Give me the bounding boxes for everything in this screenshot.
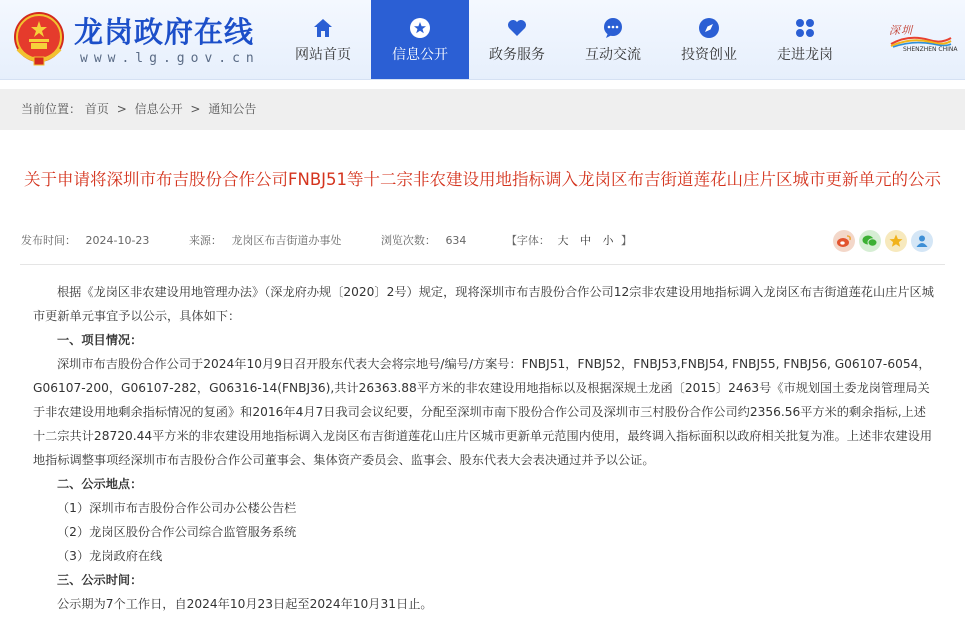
account-share-button[interactable] — [911, 230, 933, 252]
breadcrumb — [0, 89, 965, 130]
favorite-icon — [888, 233, 904, 249]
nav-about-longgang[interactable] — [757, 0, 853, 80]
favorite-button[interactable] — [885, 230, 907, 252]
breadcrumb-info-disclosure[interactable]: 信息公开 — [134, 102, 183, 116]
weibo-share-button[interactable] — [833, 230, 855, 252]
star-icon — [409, 17, 431, 39]
views-label: 浏览次数： — [380, 234, 436, 247]
heart-icon — [506, 17, 528, 39]
nav-investment[interactable] — [661, 0, 757, 80]
font-small-button[interactable]: 小 — [602, 234, 614, 247]
national-emblem-icon — [10, 9, 68, 69]
site-name[interactable]: 龙岗政府在线 — [74, 15, 255, 49]
publish-date-label: 发布时间： — [21, 234, 76, 247]
nav-home[interactable] — [275, 0, 371, 80]
nav-home-label: 网站首页 — [295, 47, 351, 63]
location-item: （2）龙岗区股份合作公司综合监管服务系统 — [57, 525, 297, 539]
shenzhen-logo-text: 深圳 — [889, 24, 913, 37]
source: 龙岗区布吉街道办事处 — [231, 234, 342, 247]
breadcrumb-prefix: 当前位置： — [21, 102, 82, 116]
section-heading-location: 二、公示地点： — [57, 477, 143, 491]
section-heading-period: 三、公示时间： — [57, 573, 143, 587]
font-size-close: 】 — [620, 234, 632, 247]
font-size-label: 【字体： — [505, 234, 550, 247]
grid-icon — [794, 17, 816, 39]
breadcrumb-notices[interactable]: 通知公告 — [208, 102, 257, 116]
account-icon — [914, 233, 930, 249]
nav-interaction-label: 互动交流 — [585, 47, 641, 63]
breadcrumb-home[interactable]: 首页 — [84, 102, 109, 116]
period-paragraph: 公示期为7个工作日，自2024年10月23日起至2024年10月31日止。 — [57, 597, 433, 611]
weibo-icon — [836, 234, 852, 248]
share-bar — [833, 230, 937, 252]
intro-paragraph: 根据《龙岗区非农建设用地管理办法》（深龙府办规〔2020〕2号）规定，现将深圳市布吉股份合作公司12宗非农建设用地指标调入龙岗区布吉街道莲花山庄片区城市更新单元事宜予以公示，具体如下： — [33, 285, 934, 323]
wechat-share-button[interactable] — [859, 230, 881, 252]
nav-about-longgang-label: 走进龙岗 — [777, 47, 833, 63]
nav-gov-services[interactable] — [469, 0, 565, 80]
nav-gov-services-label: 政务服务 — [489, 47, 545, 63]
site-url: www.lg.gov.cn — [80, 51, 260, 66]
publish-date: 2024-10-23 — [85, 234, 150, 247]
nav-info-disclosure[interactable] — [371, 0, 469, 80]
location-item: （1）深圳市布吉股份合作公司办公楼公告栏 — [57, 501, 297, 515]
site-header — [0, 0, 965, 80]
article-body — [33, 280, 935, 616]
project-paragraph: 深圳市布吉股份合作公司于2024年10月9日召开股东代表大会将宗地号/编号/方案号：FNBJ51，FNBJ52，FNBJ53,FNBJ54, FNBJ55, FNBJ56, G06107-6054，G06107-200，G06107-282，G06316-14(FNBJ36),共计26363.88平方米的非农建设用地指标以及根据深规土龙函〔2015〕2463号《市规划国土委龙岗管理局关于非农建设用地剩余指标情况的复函》和2016年4月7日我司会议纪要，分配至深圳市南下股份合作公司及深圳市三村股份合作公司约2356.56平方米的剩余指标,上述十二宗共计28720.44平方米的非农建设用地指标调入龙岗区布吉街道莲花山庄片区城市更新单元范围内使用，最终调入指标面积以政府相关批复为准。上述非农建设用地指标调整事项经深圳市布吉股份合作公司董事会、集体资产委员会、监事会、股东代表大会表决通过并予以公证。 — [33, 357, 933, 467]
home-icon — [312, 17, 334, 39]
font-large-button[interactable]: 大 — [557, 234, 569, 247]
article-meta — [21, 233, 632, 249]
nav-info-disclosure-label: 信息公开 — [392, 47, 448, 63]
shenzhen-logo-subtitle: SHENZHEN CHINA — [903, 46, 958, 53]
wechat-icon — [862, 234, 878, 248]
compass-icon — [698, 17, 720, 39]
nav-interaction[interactable] — [565, 0, 661, 80]
views-count: 634 — [445, 234, 467, 247]
section-heading-project: 一、项目情况： — [57, 333, 143, 347]
nav-investment-label: 投资创业 — [681, 47, 737, 63]
font-medium-button[interactable]: 中 — [579, 234, 591, 247]
location-item: （3）龙岗政府在线 — [57, 549, 163, 563]
breadcrumb-separator: > — [116, 102, 127, 116]
shenzhen-logo — [889, 22, 958, 62]
article-title: 关于申请将深圳市布吉股份合作公司FNBJ51等十二宗非农建设用地指标调入龙岗区布吉街道莲花山庄片区城市更新单元的公示 — [23, 170, 941, 189]
meta-divider — [20, 264, 945, 265]
main-nav — [275, 0, 853, 80]
chat-icon — [602, 17, 624, 39]
breadcrumb-separator: > — [190, 102, 201, 116]
source-label: 来源： — [188, 234, 222, 247]
